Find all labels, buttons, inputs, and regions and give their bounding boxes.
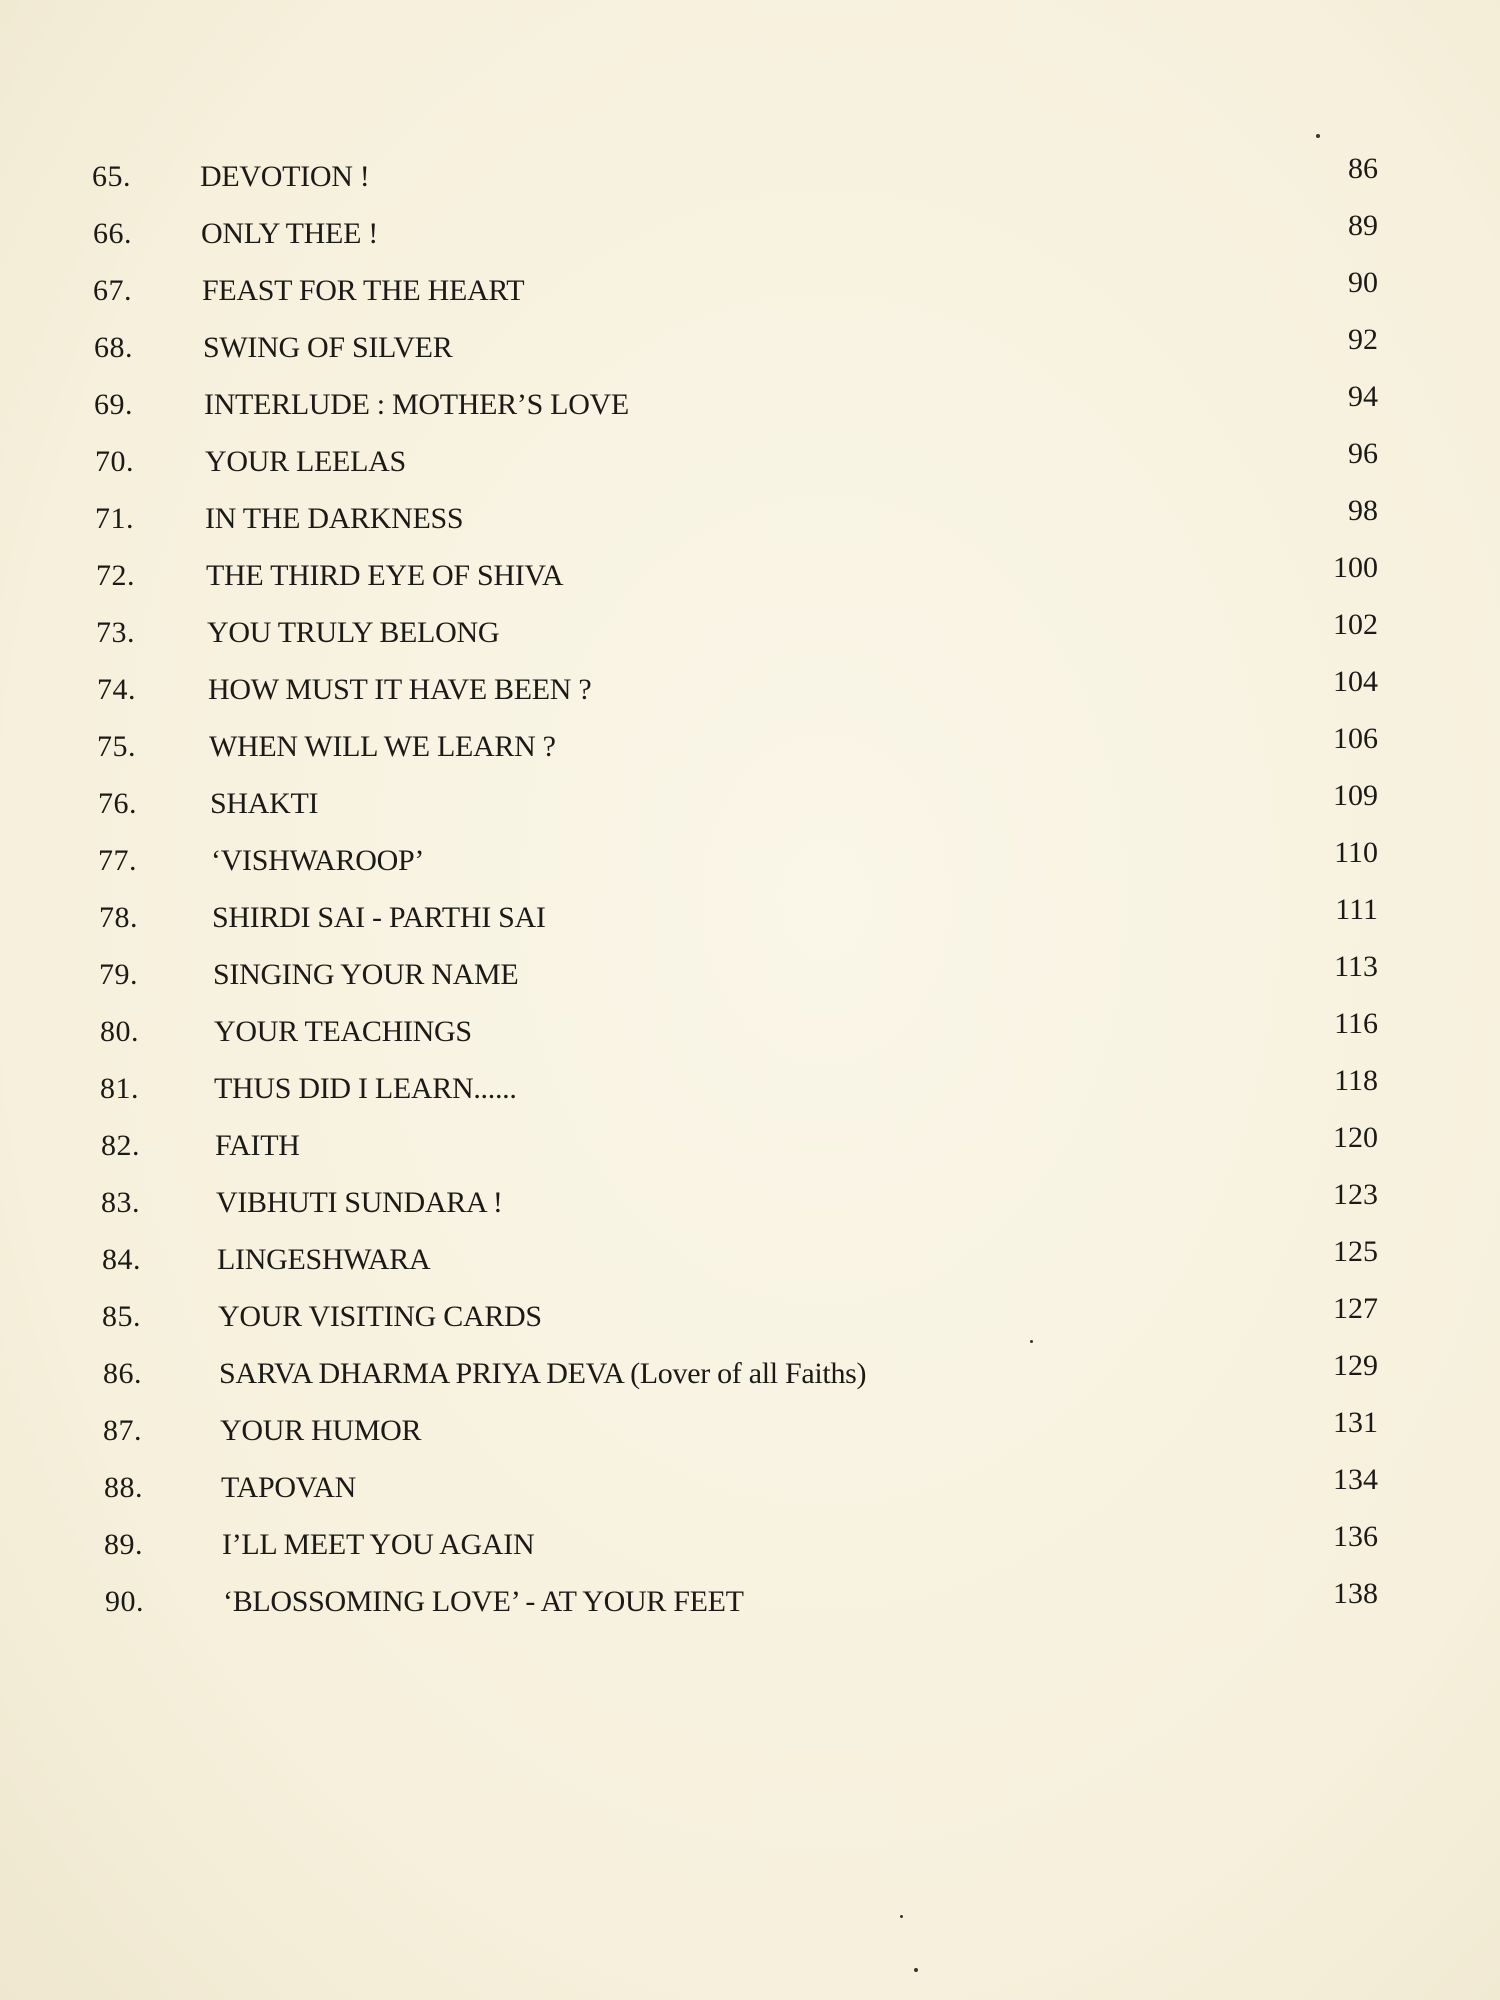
entry-number: 79. bbox=[99, 958, 138, 991]
entry-number: 89. bbox=[104, 1528, 143, 1561]
entry-title: ‘BLOSSOMING LOVE’ - AT YOUR FEET bbox=[223, 1585, 744, 1618]
entry-page-number: 134 bbox=[1333, 1463, 1378, 1496]
entry-page-number: 94 bbox=[1348, 380, 1378, 413]
entry-page-number: 125 bbox=[1333, 1235, 1378, 1268]
entry-number: 67. bbox=[93, 274, 132, 307]
entry-page-number: 116 bbox=[1334, 1007, 1378, 1040]
entry-number: 85. bbox=[102, 1300, 141, 1333]
entry-page-number: 92 bbox=[1348, 323, 1378, 356]
entry-number: 86. bbox=[103, 1357, 142, 1390]
entry-title: SINGING YOUR NAME bbox=[213, 958, 519, 991]
entry-title: THUS DID I LEARN...... bbox=[214, 1072, 517, 1105]
entry-title: IN THE DARKNESS bbox=[205, 502, 464, 535]
entry-page-number: 86 bbox=[1348, 152, 1378, 185]
entry-page-number: 90 bbox=[1348, 266, 1378, 299]
entry-number: 71. bbox=[95, 502, 134, 535]
entry-page-number: 138 bbox=[1333, 1577, 1378, 1610]
entry-page-number: 98 bbox=[1348, 494, 1378, 527]
entry-page-number: 102 bbox=[1333, 608, 1378, 641]
entry-title: YOU TRULY BELONG bbox=[207, 616, 500, 649]
entry-number: 76. bbox=[98, 787, 137, 820]
entry-number: 78. bbox=[99, 901, 138, 934]
entry-number: 68. bbox=[94, 331, 133, 364]
entry-title: YOUR HUMOR bbox=[220, 1414, 422, 1447]
entry-title: YOUR TEACHINGS bbox=[214, 1015, 472, 1048]
entry-page-number: 120 bbox=[1333, 1121, 1378, 1154]
entry-page-number: 129 bbox=[1333, 1349, 1378, 1382]
entry-title: VIBHUTI SUNDARA ! bbox=[216, 1186, 503, 1219]
entry-number: 90. bbox=[105, 1585, 144, 1618]
entry-title: LINGESHWARA bbox=[217, 1243, 431, 1276]
entry-title: ‘VISHWAROOP’ bbox=[211, 844, 425, 877]
entry-title: HOW MUST IT HAVE BEEN ? bbox=[208, 673, 592, 706]
entry-number: 73. bbox=[96, 616, 135, 649]
toc-entry bbox=[0, 1573, 1500, 1630]
entry-title: SWING OF SILVER bbox=[203, 331, 453, 364]
entry-title: DEVOTION ! bbox=[200, 160, 370, 193]
entry-number: 72. bbox=[96, 559, 135, 592]
entry-title: SARVA DHARMA PRIYA DEVA (Lover of all Faiths) bbox=[219, 1357, 867, 1390]
entry-number: 75. bbox=[97, 730, 136, 763]
entry-number: 69. bbox=[94, 388, 133, 421]
entry-number: 80. bbox=[100, 1015, 139, 1048]
entry-page-number: 111 bbox=[1335, 893, 1378, 926]
entry-page-number: 118 bbox=[1334, 1064, 1378, 1097]
entry-number: 84. bbox=[102, 1243, 141, 1276]
entry-title: YOUR LEELAS bbox=[205, 445, 406, 478]
entry-number: 82. bbox=[101, 1129, 140, 1162]
entry-page-number: 131 bbox=[1333, 1406, 1378, 1439]
entry-title: SHAKTI bbox=[210, 787, 319, 820]
print-speck bbox=[900, 1915, 903, 1918]
entry-page-number: 113 bbox=[1334, 950, 1378, 983]
entry-title: I’LL MEET YOU AGAIN bbox=[222, 1528, 535, 1561]
entry-title: TAPOVAN bbox=[221, 1471, 356, 1504]
print-speck bbox=[914, 1968, 918, 1972]
entry-number: 70. bbox=[95, 445, 134, 478]
entry-number: 74. bbox=[97, 673, 136, 706]
entry-title: WHEN WILL WE LEARN ? bbox=[209, 730, 556, 763]
entry-title: FEAST FOR THE HEART bbox=[202, 274, 525, 307]
table-of-contents bbox=[0, 148, 1500, 1630]
entry-page-number: 106 bbox=[1333, 722, 1378, 755]
entry-title: SHIRDI SAI - PARTHI SAI bbox=[212, 901, 546, 934]
entry-number: 87. bbox=[103, 1414, 142, 1447]
entry-page-number: 127 bbox=[1333, 1292, 1378, 1325]
entry-title: THE THIRD EYE OF SHIVA bbox=[206, 559, 564, 592]
entry-number: 81. bbox=[100, 1072, 139, 1105]
entry-page-number: 96 bbox=[1348, 437, 1378, 470]
entry-page-number: 104 bbox=[1333, 665, 1378, 698]
entry-title: FAITH bbox=[215, 1129, 300, 1162]
entry-page-number: 89 bbox=[1348, 209, 1378, 242]
entry-page-number: 100 bbox=[1333, 551, 1378, 584]
entry-number: 77. bbox=[98, 844, 137, 877]
entry-page-number: 136 bbox=[1333, 1520, 1378, 1553]
entry-title: YOUR VISITING CARDS bbox=[218, 1300, 542, 1333]
entry-page-number: 109 bbox=[1333, 779, 1378, 812]
entry-number: 83. bbox=[101, 1186, 140, 1219]
entry-title: ONLY THEE ! bbox=[201, 217, 378, 250]
entry-page-number: 123 bbox=[1333, 1178, 1378, 1211]
entry-page-number: 110 bbox=[1334, 836, 1378, 869]
entry-number: 66. bbox=[93, 217, 132, 250]
entry-number: 65. bbox=[92, 160, 131, 193]
entry-title: INTERLUDE : MOTHER’S LOVE bbox=[204, 388, 629, 421]
entry-number: 88. bbox=[104, 1471, 143, 1504]
print-speck bbox=[1316, 134, 1320, 138]
